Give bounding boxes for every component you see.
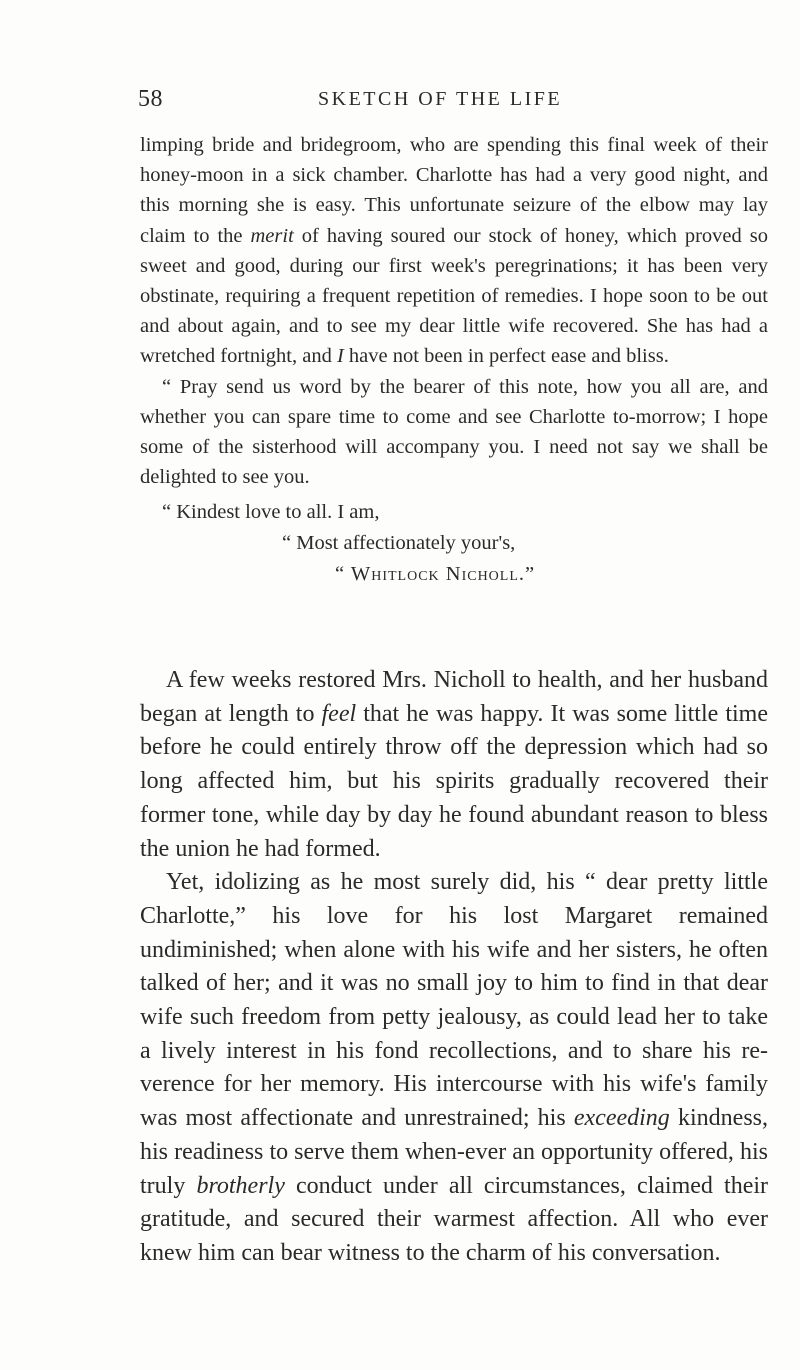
running-head: SKETCH OF THE LIFE [318, 88, 563, 110]
italic-text: I [336, 345, 344, 368]
text-run: Yet, idolizing as he most surely did, his “ dear pretty little Charlotte,” his love for his lost Margaret remained undiminished; when alone with his wife and her sisters, he often talked of her; and it was no small joy to him to find in that dear wife such freedom from petty jealousy, as could lead her to take a lively interest in his fond recollections, and to share his re-verence for her memory. His intercourse with his wife's family was most affectionate and unrestrained; his [140, 869, 768, 1132]
italic-text: feel [321, 700, 357, 727]
body-text [140, 664, 768, 1271]
body-paragraph [140, 664, 768, 866]
quoted-letter [140, 130, 768, 590]
letter-paragraph: “ Pray send us word by the bearer of this note, how you all are, and whether you can spare time to come and see Charlotte to-morrow; I hope some of the sisterhood will accompany you. I need not say we shall be delighted to see you. [140, 375, 768, 489]
letter-closing [140, 497, 768, 528]
page-header [138, 86, 768, 118]
italic-text: brotherly [196, 1172, 285, 1199]
letter-closing [140, 528, 768, 559]
italic-text: merit [250, 224, 294, 247]
text-run: that he was happy. It was some little time before he could entirely throw off the depression which had so long affected him, but his spirits gradually recovered their former tone, while day by day he found abundant reason to bless the union he had formed. [140, 700, 769, 862]
letter-signature [140, 559, 768, 590]
body-paragraph [140, 866, 768, 1270]
letter-paragraph [140, 130, 768, 372]
closing-line: “ Kindest love to all. I am, [162, 501, 380, 524]
text-run: of having soured our stock of honey, which proved so sweet and good, during our first week's peregrinations; it has been very obstinate, requiring a frequent repetition of remedies. I hope soon to be out and about again, and to see my dear little wife recovered. She has had a wretched fortnight, and [140, 224, 768, 368]
signature: “ Whitlock Nicholl.” [335, 563, 536, 586]
text-run: conduct under all circumstances, claimed their gratitude, and secured their warmest affection. All who ever knew him can bear witness to the charm of his conversation. [140, 1172, 769, 1266]
italic-text: exceeding [573, 1105, 670, 1132]
page-number: 58 [138, 86, 163, 112]
text-run: limping bride and bridegroom, who are spending this final week of their honey-moon in a sick chamber. Charlotte has had a very good night, and this morning she is easy. This unfortunate seizure of the elbow may lay claim to the [140, 134, 768, 247]
text-run: have not been in perfect ease and bliss. [343, 345, 669, 368]
text-run: kindness, his readiness to serve them when-ever an opportunity offered, his truly [140, 1105, 768, 1199]
text-run: A few weeks restored Mrs. Nicholl to health, and her husband began at length to [140, 667, 768, 727]
closing-line: “ Most affectionately your's, [282, 532, 516, 555]
